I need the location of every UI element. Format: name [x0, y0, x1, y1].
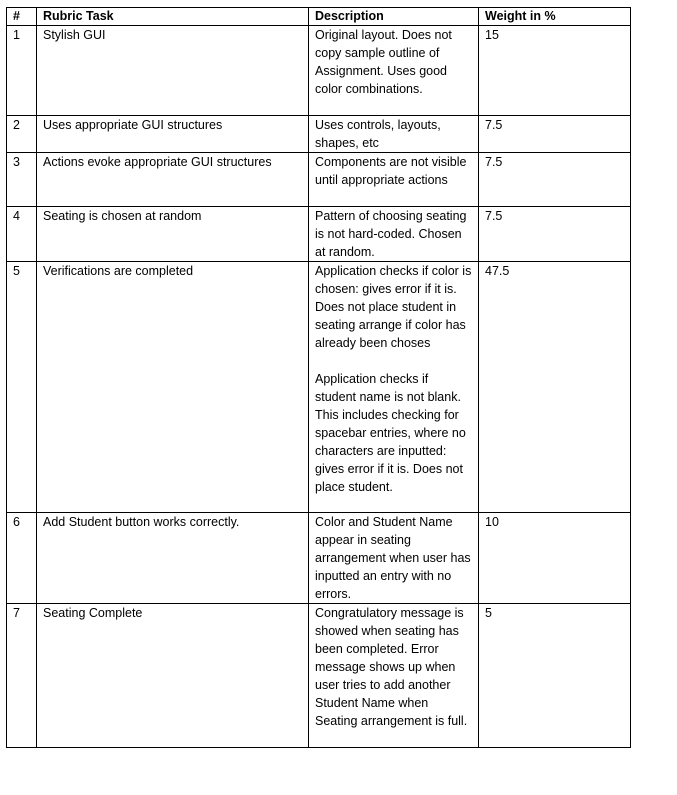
paragraph-spacer — [315, 352, 472, 370]
description-paragraph: Application checks if student name is not blank. This includes checking for spacebar entries, where no characters are inputted: gives error if it is. Does not place student. — [315, 372, 466, 494]
description-paragraph: Application checks if color is chosen: gives error if it is. Does not place student in seating arrange if color has already been choses — [315, 264, 472, 350]
row-weight: 7.5 — [479, 153, 631, 207]
table-row — [7, 116, 631, 153]
row-num: 5 — [7, 262, 37, 513]
row-weight: 15 — [479, 26, 631, 116]
header-weight: Weight in % — [479, 8, 631, 26]
row-description: Pattern of choosing seating is not hard-coded. Chosen at random. — [309, 207, 479, 262]
row-weight: 10 — [479, 513, 631, 604]
header-description: Description — [309, 8, 479, 26]
row-task: Seating Complete — [37, 604, 309, 748]
row-weight: 7.5 — [479, 116, 631, 153]
table-row — [7, 26, 631, 116]
row-description: Original layout. Does not copy sample outline of Assignment. Uses good color combinations. — [309, 26, 479, 116]
row-num: 7 — [7, 604, 37, 748]
row-weight: 5 — [479, 604, 631, 748]
row-task: Stylish GUI — [37, 26, 309, 116]
row-weight: 47.5 — [479, 262, 631, 513]
header-num: # — [7, 8, 37, 26]
row-weight: 7.5 — [479, 207, 631, 262]
table-row — [7, 262, 631, 513]
table-row — [7, 207, 631, 262]
table-row — [7, 604, 631, 748]
row-description: Components are not visible until appropriate actions — [309, 153, 479, 207]
row-description: Congratulatory message is showed when seating has been completed. Error message shows up when user tries to add another Student Name when Seating arrangement is full. — [309, 604, 479, 748]
row-task: Actions evoke appropriate GUI structures — [37, 153, 309, 207]
row-num: 1 — [7, 26, 37, 116]
table-row — [7, 513, 631, 604]
row-task: Uses appropriate GUI structures — [37, 116, 309, 153]
row-num: 6 — [7, 513, 37, 604]
header-task: Rubric Task — [37, 8, 309, 26]
row-task: Seating is chosen at random — [37, 207, 309, 262]
row-num: 3 — [7, 153, 37, 207]
row-description: Color and Student Name appear in seating arrangement when user has inputted an entry with no errors. — [309, 513, 479, 604]
row-task: Add Student button works correctly. — [37, 513, 309, 604]
row-description: Uses controls, layouts, shapes, etc — [309, 116, 479, 153]
row-task: Verifications are completed — [37, 262, 309, 513]
header-row — [7, 8, 631, 26]
rubric-table — [6, 7, 631, 748]
table-row — [7, 153, 631, 207]
row-description — [309, 262, 479, 513]
row-num: 2 — [7, 116, 37, 153]
row-num: 4 — [7, 207, 37, 262]
